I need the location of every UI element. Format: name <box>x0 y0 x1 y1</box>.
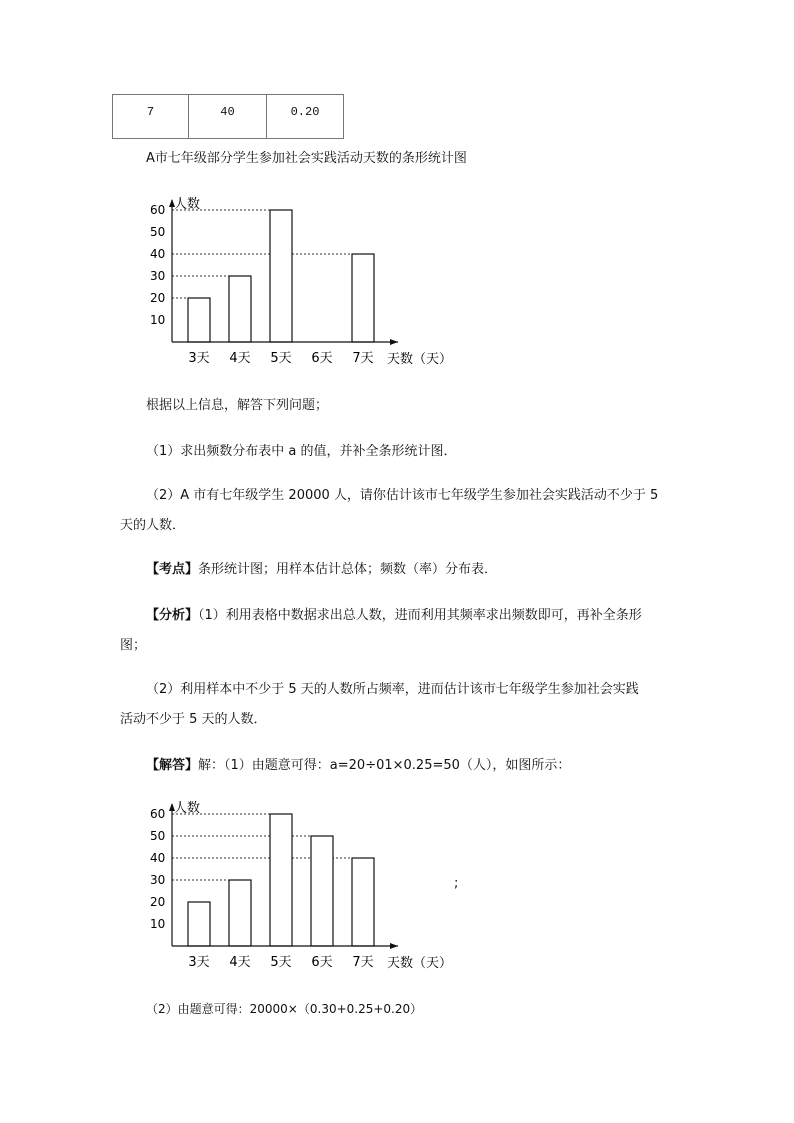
x-tick-label: 5天 <box>270 955 292 970</box>
bar <box>229 276 251 342</box>
fenxi-text: （1）利用表格中数据求出总人数，进而利用其频率求出频数即可，再补全条形 <box>198 608 642 623</box>
y-tick-label: 40 <box>150 851 166 865</box>
bar <box>229 880 251 946</box>
bar <box>270 210 292 342</box>
x-tick-label: 4天 <box>229 955 251 970</box>
bar-chart-1 <box>140 184 460 370</box>
question-2-line-2: 天的人数． <box>120 518 186 533</box>
y-tick-label: 50 <box>150 225 166 239</box>
y-axis-label: 人数 <box>174 197 201 212</box>
bar <box>188 902 210 946</box>
table-cell-frequency: 0.20 <box>267 95 344 139</box>
kaodian-paragraph <box>146 558 497 577</box>
y-tick-label: 30 <box>150 873 166 887</box>
kaodian-tag: 【考点】 <box>146 562 199 577</box>
y-tick-label: 60 <box>150 203 166 217</box>
jieda-tag: 【解答】 <box>146 758 199 773</box>
jieda-text: 解：（1）由题意可得：a=20÷01×0.25=50（人），如图所示： <box>198 758 571 773</box>
y-tick-label: 10 <box>150 313 166 327</box>
x-axis-label: 天数（天） <box>387 956 453 971</box>
x-tick-label: 6天 <box>311 351 333 366</box>
bar-chart-2 <box>140 788 460 974</box>
y-tick-label: 60 <box>150 807 166 821</box>
table-cell-days: 7 <box>113 95 189 139</box>
bar <box>352 858 374 946</box>
fenxi-2-line-2: 活动不少于 5 天的人数． <box>120 712 267 727</box>
x-tick-label: 7天 <box>352 351 374 366</box>
final-line: （2）由题意可得：20000×（0.30+0.25+0.20） <box>146 1002 423 1016</box>
bar <box>270 814 292 946</box>
x-axis-label: 天数（天） <box>387 352 453 367</box>
fenxi-paragraph <box>146 604 642 623</box>
y-tick-label: 20 <box>150 291 166 305</box>
jieda-paragraph <box>146 754 570 773</box>
bar <box>188 298 210 342</box>
fenxi-2-line-1: （2）利用样本中不少于 5 天的人数所占频率，进而估计该市七年级学生参加社会实践 <box>146 682 639 697</box>
question-2-line-1: （2）A 市有七年级学生 20000 人，请你估计该市七年级学生参加社会实践活动不少于 5 <box>146 488 659 503</box>
frequency-table <box>112 94 344 139</box>
fenxi-line-2: 图； <box>120 638 147 653</box>
x-tick-label: 6天 <box>311 955 333 970</box>
fenxi-tag: 【分析】 <box>146 608 199 623</box>
x-tick-label: 3天 <box>188 351 210 366</box>
y-tick-label: 50 <box>150 829 166 843</box>
kaodian-text: 条形统计图；用样本估计总体；频数（率）分布表． <box>198 562 498 577</box>
y-tick-label: 30 <box>150 269 166 283</box>
x-tick-label: 7天 <box>352 955 374 970</box>
semicolon: ; <box>454 876 459 891</box>
x-tick-label: 3天 <box>188 955 210 970</box>
table-row <box>113 95 344 139</box>
question-1: （1）求出频数分布表中 a 的值，并补全条形统计图． <box>146 444 457 459</box>
x-tick-label: 4天 <box>229 351 251 366</box>
x-tick-label: 5天 <box>270 351 292 366</box>
y-tick-label: 40 <box>150 247 166 261</box>
x-axis-arrow <box>390 943 398 949</box>
y-tick-label: 10 <box>150 917 166 931</box>
x-axis-arrow <box>390 339 398 345</box>
y-axis-label: 人数 <box>174 801 201 816</box>
bar <box>352 254 374 342</box>
bar <box>311 836 333 946</box>
table-cell-count: 40 <box>189 95 267 139</box>
intro-text: 根据以上信息，解答下列问题； <box>146 398 329 413</box>
y-tick-label: 20 <box>150 895 166 909</box>
chart1-title: A市七年级部分学生参加社会实践活动天数的条形统计图 <box>146 151 467 166</box>
